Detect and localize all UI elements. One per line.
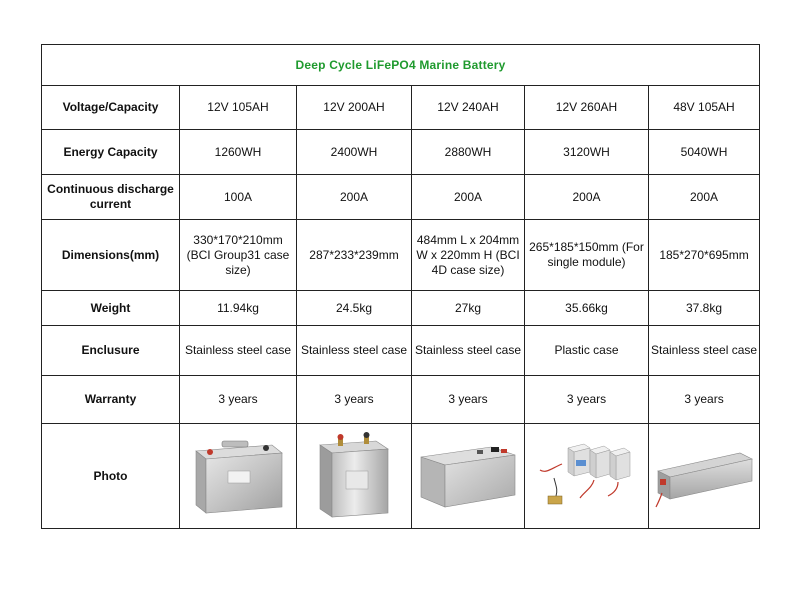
table-cell: 287*233*239mm (297, 220, 412, 291)
table-cell: Stainless steel case (649, 326, 760, 376)
table-row (42, 220, 760, 291)
row-label-continuous-discharge: Continuous discharge current (42, 175, 180, 220)
table-cell: 3 years (297, 376, 412, 424)
photo-cell (649, 424, 760, 529)
table-cell: 27kg (412, 291, 525, 326)
table-cell: 12V 260AH (525, 86, 649, 130)
table-cell: Stainless steel case (412, 326, 525, 376)
table-cell: 3 years (649, 376, 760, 424)
table-cell: 3 years (412, 376, 525, 424)
table-cell: 12V 240AH (412, 86, 525, 130)
table-cell: 35.66kg (525, 291, 649, 326)
table-cell: 200A (525, 175, 649, 220)
table-row (42, 86, 760, 130)
table-cell: Stainless steel case (297, 326, 412, 376)
battery-12v-200ah-photo (314, 431, 394, 521)
battery-12v-105ah-photo (188, 433, 288, 519)
table-cell: 3 years (180, 376, 297, 424)
row-label-energy-capacity: Energy Capacity (42, 130, 180, 175)
table-cell: 2400WH (297, 130, 412, 175)
row-label-weight: Weight (42, 291, 180, 326)
row-label-dimensions: Dimensions(mm) (42, 220, 180, 291)
table-cell: 265*185*150mm (For single module) (525, 220, 649, 291)
photo-cell (412, 424, 525, 529)
table-row (42, 175, 760, 220)
photo-cell (525, 424, 649, 529)
table-cell: 12V 105AH (180, 86, 297, 130)
battery-12v-260ah-photo (532, 434, 642, 518)
table-cell: 12V 200AH (297, 86, 412, 130)
battery-12v-240ah-photo (417, 441, 519, 511)
table-row (42, 326, 760, 376)
table-row (42, 291, 760, 326)
table-cell: 37.8kg (649, 291, 760, 326)
table-cell: 484mm L x 204mm W x 220mm H (BCI 4D case size) (412, 220, 525, 291)
row-label-voltage-capacity: Voltage/Capacity (42, 86, 180, 130)
row-label-enclosure: Enclusure (42, 326, 180, 376)
photo-cell (180, 424, 297, 529)
table-row (42, 376, 760, 424)
table-cell: Stainless steel case (180, 326, 297, 376)
page-title: Deep Cycle LiFePO4 Marine Battery (42, 45, 760, 86)
table-cell: Plastic case (525, 326, 649, 376)
table-cell: 5040WH (649, 130, 760, 175)
table-cell: 200A (412, 175, 525, 220)
row-label-photo: Photo (42, 424, 180, 529)
battery-48v-105ah-photo (652, 441, 756, 511)
table-row (42, 130, 760, 175)
table-cell: 1260WH (180, 130, 297, 175)
table-cell: 200A (297, 175, 412, 220)
table-cell: 330*170*210mm (BCI Group31 case size) (180, 220, 297, 291)
table-cell: 100A (180, 175, 297, 220)
table-row (42, 424, 760, 529)
table-cell: 2880WH (412, 130, 525, 175)
table-cell: 200A (649, 175, 760, 220)
table-cell: 48V 105AH (649, 86, 760, 130)
table-cell: 3 years (525, 376, 649, 424)
battery-spec-table (41, 44, 760, 529)
table-cell: 11.94kg (180, 291, 297, 326)
table-cell: 185*270*695mm (649, 220, 760, 291)
row-label-warranty: Warranty (42, 376, 180, 424)
photo-cell (297, 424, 412, 529)
table-cell: 24.5kg (297, 291, 412, 326)
table-cell: 3120WH (525, 130, 649, 175)
